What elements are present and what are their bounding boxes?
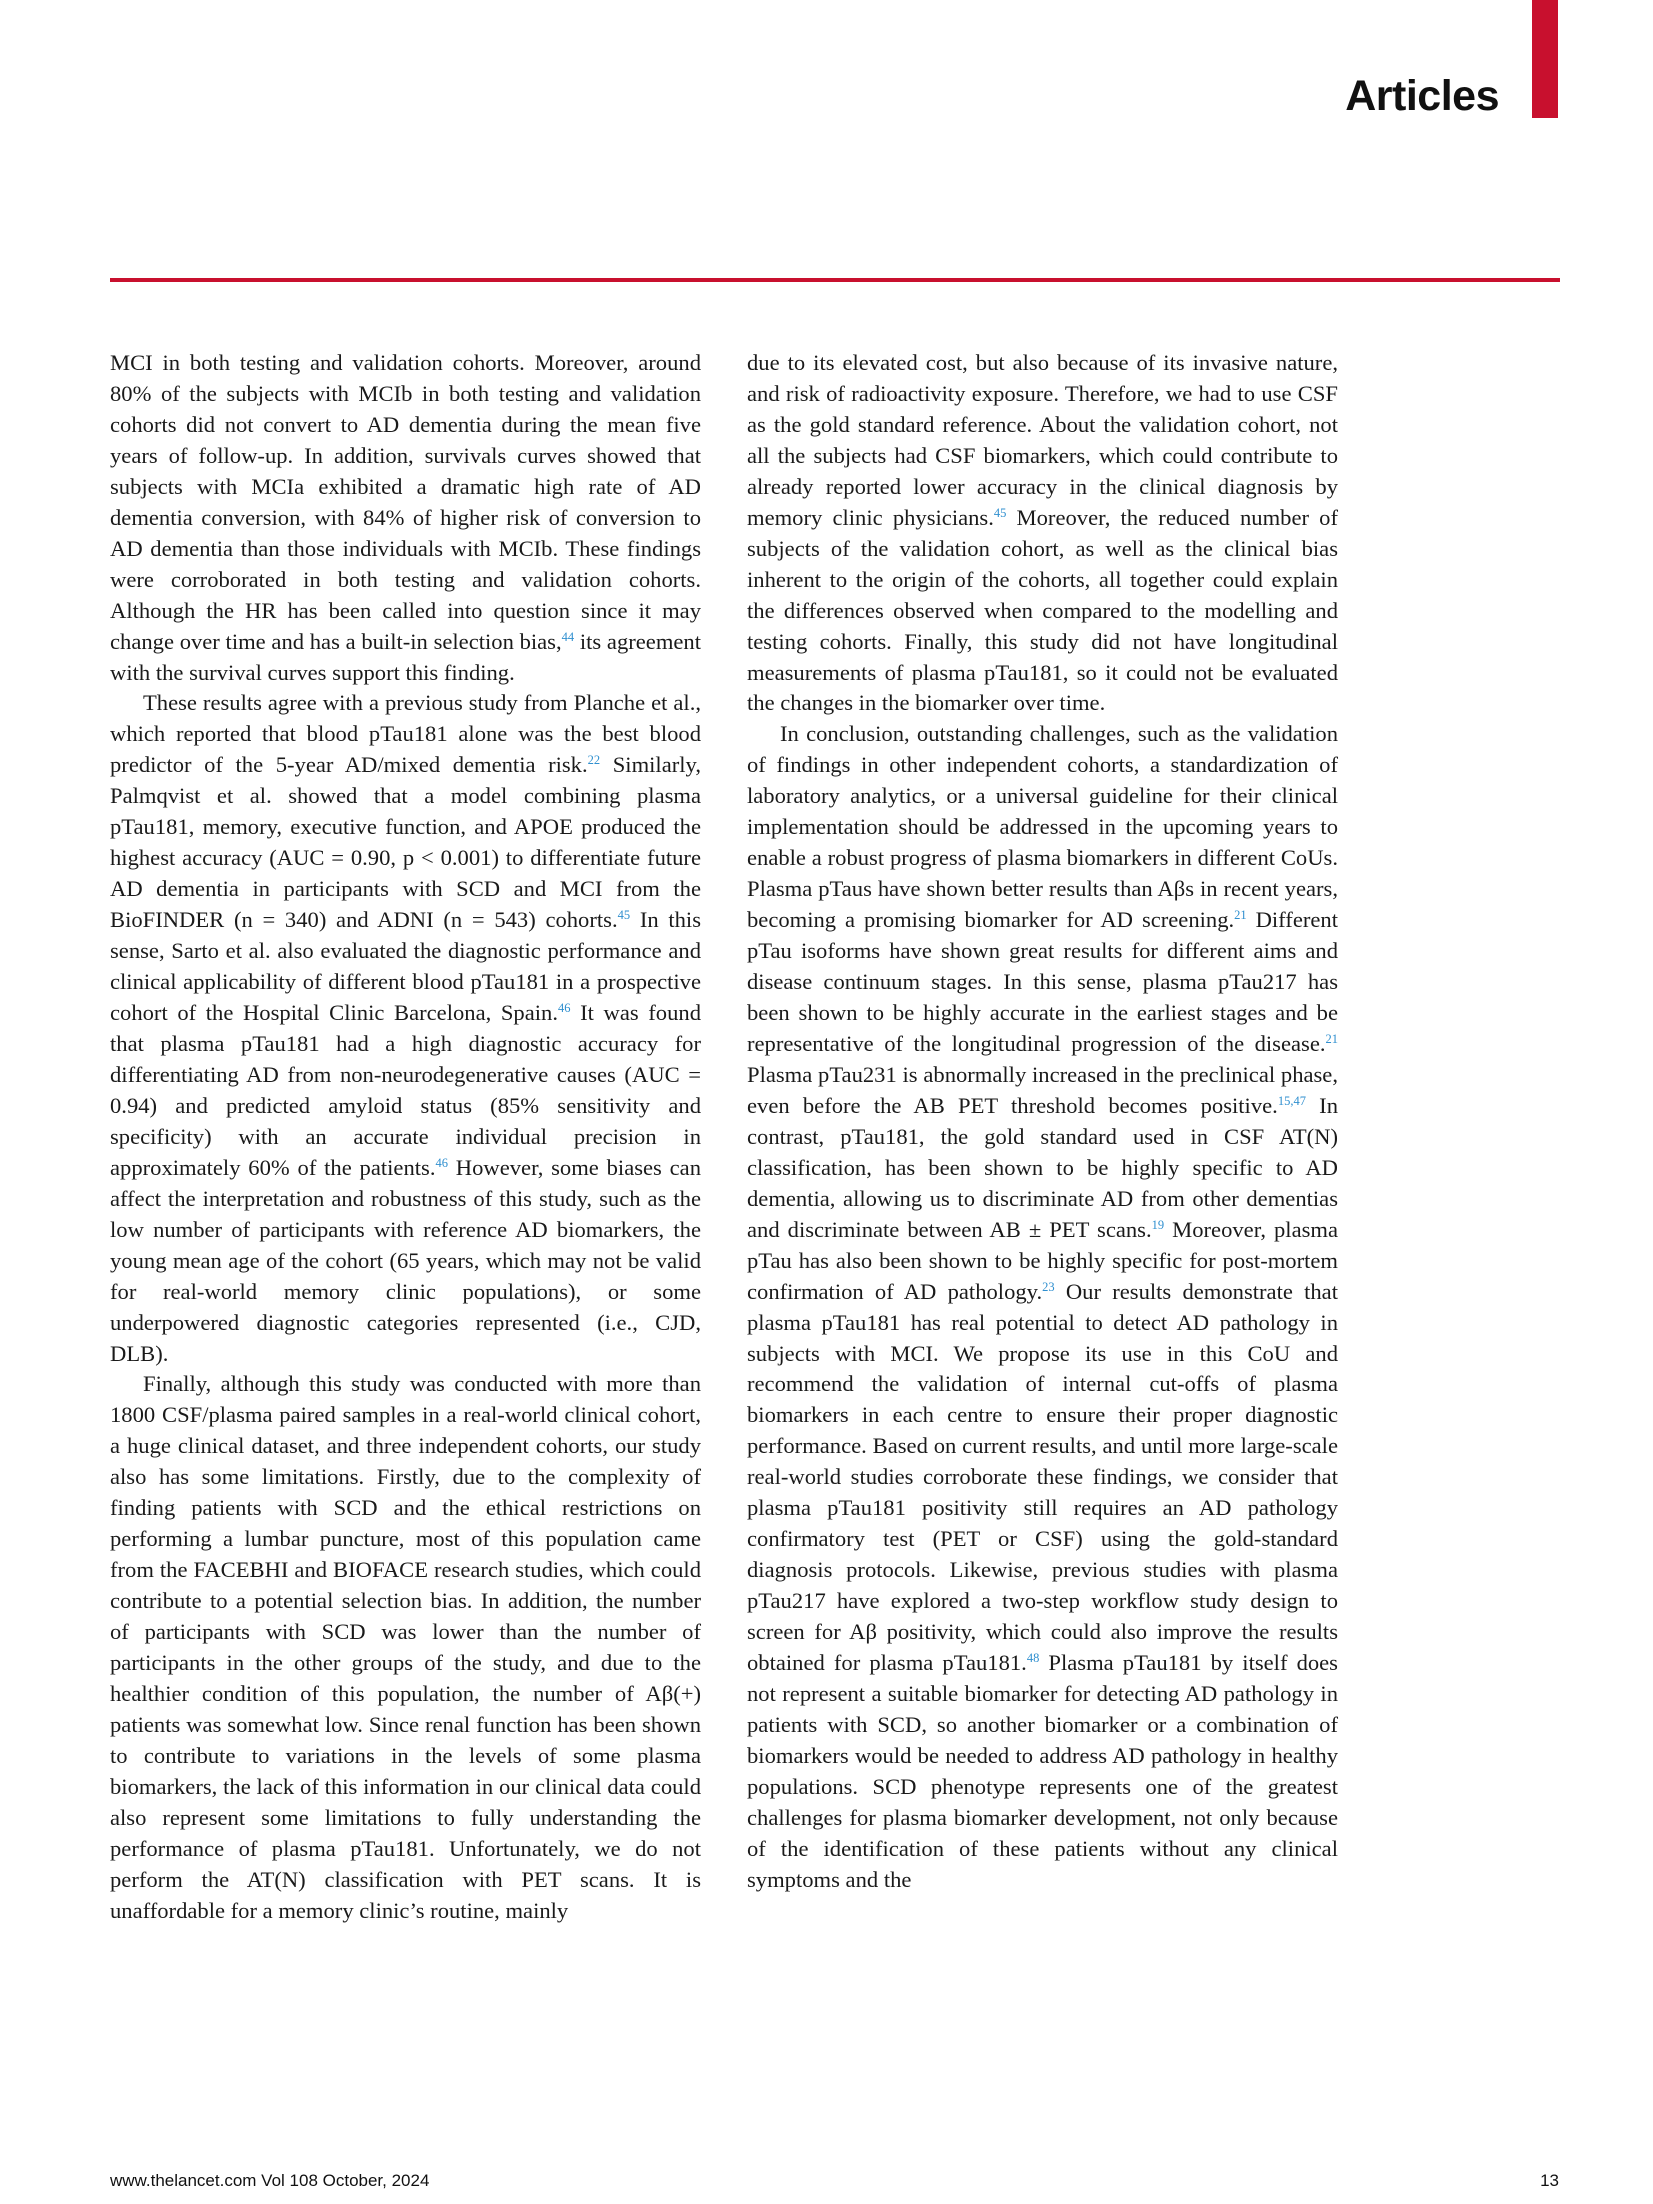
reference-marker[interactable]: 23 — [1042, 1279, 1055, 1294]
left-column — [110, 348, 701, 1927]
reference-marker[interactable]: 46 — [557, 1001, 571, 1016]
paragraph: These results agree with a previous study from Planche et al., which reported that blood pTau181 alone was the best blood predictor of the 5-year AD/mixed dementia risk.$^{22}$ Similarly, Palmqvist et al. showed that a model combining plasma pTau181, memory, executive function, and APOE produced the highest accuracy (AUC = 0.90, p < 0.001) to differentiate future AD dementia in participants with SCD and MCI from the BioFINDER (n = 340) and ADNI (n = 543) cohorts.$^{45}$ In this sense, Sarto et al. also evaluated the diagnostic performance and clinical applicability of different blood pTau181 in a prospective cohort of the Hospital Clinic Barcelona, Spain.$^{46}$ It was found that plasma pTau181 had a high diagnostic accuracy for differentiating AD from non-neurodegenerative causes (AUC = 0.94) and predicted amyloid status (85% sensitivity and specificity) with an accurate individual precision in approximately 60% of the patients.$^{46}$ However, some biases can affect the interpretation and robustness of this study, such as the low number of participants with reference AD biomarkers, the young mean age of the cohort (65 years, which may not be valid for real-world memory clinic populations), or some underpowered diagnostic categories represented (i.e., CJD, DLB). — [110, 690, 702, 1366]
reference-marker[interactable]: 21 — [1234, 908, 1247, 923]
paragraph: due to its elevated cost, but also because of its invasive nature, and risk of radioactivity exposure. Therefore, we had to use CSF as the gold standard reference. About the validation cohort, not all the subjects had CSF biomarkers, which could contribute to already reported lower accuracy in the clinical diagnosis by memory clinic physicians.$^{45}$ Moreover, the reduced number of subjects of the validation cohort, as well as the clinical bias inherent to the origin of the cohorts, all together could explain the differences observed when compared to the modelling and testing cohorts. Finally, this study did not have longitudinal measurements of plasma pTau181, so it could not be evaluated the changes in the biomarker over time. — [747, 350, 1338, 716]
right-column — [747, 348, 1338, 1896]
reference-marker[interactable]: 21 — [1325, 1031, 1338, 1046]
page-number: 13 — [1540, 2171, 1559, 2190]
reference-marker[interactable]: 19 — [1151, 1217, 1165, 1232]
header-rule — [110, 278, 1560, 282]
accent-bar — [1532, 0, 1558, 118]
reference-marker[interactable]: 48 — [1026, 1651, 1040, 1666]
paragraph: Finally, although this study was conducted with more than 1800 CSF/plasma paired samples in a real-world clinical cohort, a huge clinical dataset, and three independent cohorts, our study also has some limitations. Firstly, due to the complexity of finding patients with SCD and the ethical restrictions on performing a lumbar puncture, most of this population came from the FACEBHI and BIOFACE research studies, which could contribute to a potential selection bias. In addition, the number of participants with SCD was lower than the number of participants in the other groups of the study, and due to the healthier condition of this population, the number of Aβ(+) patients was somewhat low. Since renal function has been shown to contribute to variations in the levels of some plasma biomarkers, the lack of this information in our clinical data could also represent some limitations to fully understanding the performance of plasma pTau181. Unfortunately, we do not perform the AT(N) classification with PET scans. It is unaffordable for a memory clinic’s routine, mainly — [110, 1371, 701, 1923]
reference-marker[interactable]: 44 — [561, 629, 575, 644]
section-label: Articles — [1345, 72, 1499, 120]
reference-marker[interactable]: 15,47 — [1277, 1093, 1306, 1108]
reference-marker[interactable]: 46 — [435, 1155, 448, 1170]
reference-marker[interactable]: 45 — [993, 505, 1007, 520]
paragraph: MCI in both testing and validation cohorts. Moreover, around 80% of the subjects with MCIb in both testing and validation cohorts did not convert to AD dementia during the mean five years of follow-up. In addition, survivals curves showed that subjects with MCIa exhibited a dramatic high rate of AD dementia conversion, with 84% of higher risk of conversion to AD dementia than those individuals with MCIb. These findings were corroborated in both testing and validation cohorts. Although the HR has been called into question since it may change over time and has a built-in selection bias,$^{44}$ its agreement with the survival curves support this finding. — [110, 350, 701, 685]
reference-marker[interactable]: 45 — [617, 908, 631, 923]
paragraph: In conclusion, outstanding challenges, such as the validation of findings in other independent cohorts, a standardization of laboratory analytics, or a universal guideline for their clinical implementation should be addressed in the upcoming years to enable a robust progress of plasma biomarkers in different CoUs. Plasma pTaus have shown better results than Aβs in recent years, becoming a promising biomarker for AD screening.$^{21}$ Different pTau isoforms have shown great results for different aims and disease continuum stages. In this sense, plasma pTau217 has been shown to be highly accurate in the earliest stages and be representative of the longitudinal progression of the disease.$^{21}$ Plasma pTau231 is abnormally increased in the preclinical phase, even before the AB PET threshold becomes positive.$^{15,47}$ In contrast, pTau181, the gold standard used in CSF AT(N) classification, has been shown to be highly specific to AD dementia, allowing us to discriminate AD from other dementias and discriminate between AB ± PET scans.$^{19}$ Moreover, plasma pTau has also been shown to be highly specific for post-mortem confirmation of AD pathology.$^{23}$ Our results demonstrate that plasma pTau181 has real potential to detect AD pathology in subjects with MCI. We propose its use in this CoU and recommend the validation of internal cut-offs of plasma biomarkers in each centre to ensure their proper diagnostic performance. Based on current results, and until more large-scale real-world studies corroborate these findings, we consider that plasma pTau181 positivity still requires an AD pathology confirmatory test (PET or CSF) using the gold-standard diagnosis protocols. Likewise, previous studies with plasma pTau217 have explored a two-step workflow study design to screen for Aβ positivity, which could also improve the results obtained for plasma pTau181.48 Plasma pTau181 by itself does not represent a suitable biomarker for detecting AD pathology in patients with SCD, so another biomarker or a combination of biomarkers would be needed to address AD pathology in healthy populations. SCD phenotype represents one of the greatest challenges for plasma biomarker development, not only because of the identification of these patients without any clinical symptoms and the — [747, 721, 1339, 1892]
footer-journal: www.thelancet.com Vol 108 October, 2024 — [110, 2171, 430, 2190]
reference-marker[interactable]: 22 — [587, 753, 601, 768]
